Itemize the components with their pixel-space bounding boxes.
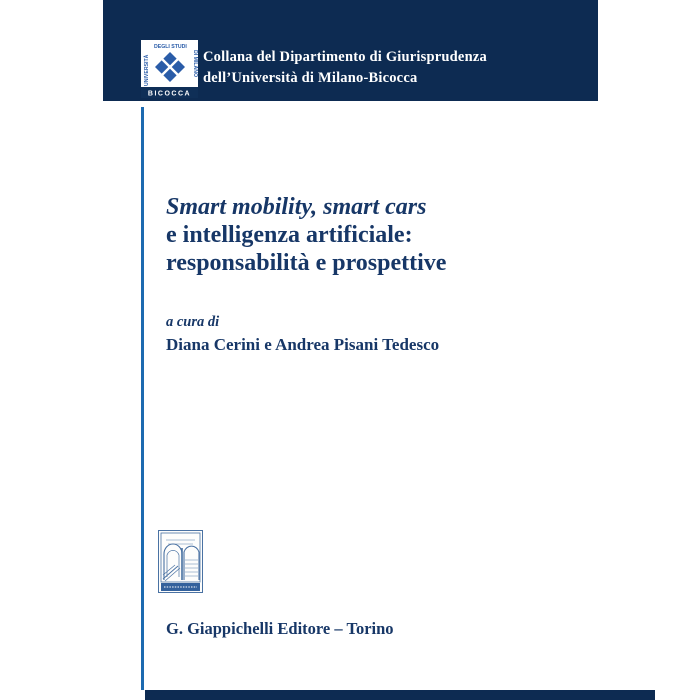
series-title	[203, 47, 487, 89]
series-title-line1: Collana del Dipartimento di Giurisprudenza	[203, 49, 487, 65]
bottom-band	[145, 690, 655, 700]
book-title	[166, 193, 446, 277]
university-logo-right-text: DI MILANO	[192, 50, 198, 78]
title-line-3: responsabilità e prospettive	[166, 250, 447, 276]
university-logo-top-text: DEGLI STUDI	[154, 44, 187, 50]
university-logo-left-text: UNIVERSITÀ	[144, 54, 150, 86]
series-title-line2: dell’Università di Milano-Bicocca	[203, 70, 418, 86]
accent-vertical-rule	[141, 107, 144, 690]
title-line-1: Smart mobility, smart cars	[166, 194, 427, 220]
curator-label: a cura di	[166, 314, 220, 330]
title-line-2: e intelligenza artificiale:	[166, 222, 413, 248]
editors-names: Diana Cerini e Andrea Pisani Tedesco	[166, 335, 440, 354]
publisher-imprint: G. Giappichelli Editore – Torino	[166, 619, 394, 638]
university-logo-graphic	[141, 40, 198, 98]
publisher-logo-icon	[158, 530, 203, 593]
bicocca-emblem-icon	[155, 52, 185, 82]
series-band	[103, 0, 598, 101]
university-logo-bottom-text: BICOCCA	[147, 90, 192, 98]
university-logo	[141, 40, 198, 98]
